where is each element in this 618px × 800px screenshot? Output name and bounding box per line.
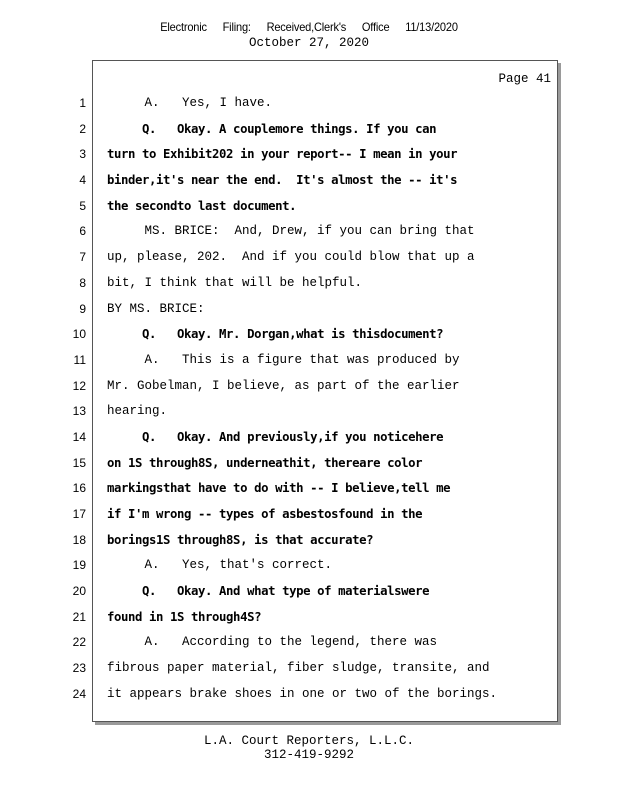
transcript-line: binder,it's near the end. It's almost the -- it's xyxy=(107,173,458,188)
transcript-line: bit, I think that will be helpful. xyxy=(107,275,363,290)
line-number: 9 xyxy=(79,301,86,316)
line-number: 11 xyxy=(73,352,86,367)
line-number: 13 xyxy=(72,404,86,419)
line-number: 14 xyxy=(72,429,86,444)
transcript-line: if I'm wrong -- types of asbestosfound in the xyxy=(107,507,423,521)
line-number: 22 xyxy=(72,635,86,650)
line-number: 15 xyxy=(72,455,86,470)
transcript-line: Q. Okay. And previously,if you noticehere xyxy=(107,429,444,444)
transcript-line: BY MS. BRICE: xyxy=(107,301,205,316)
line-number: 6 xyxy=(79,224,86,239)
transcript-line: it appears brake shoes in one or two of the borings. xyxy=(107,686,498,701)
line-number-column xyxy=(0,95,86,712)
stamp-part: Filing: xyxy=(222,20,251,34)
line-number: 5 xyxy=(79,198,86,213)
line-number: 18 xyxy=(72,532,86,547)
transcript-line: on 1S through8S, underneathit, thereare color xyxy=(107,455,423,470)
transcript-line: found in 1S through4S? xyxy=(107,609,262,624)
line-number: 24 xyxy=(72,686,86,701)
line-number: 7 xyxy=(79,250,86,265)
transcript-line: up, please, 202. And if you could blow that up a xyxy=(107,250,475,265)
transcript-line: A. According to the legend, there was xyxy=(107,635,438,650)
line-number: 8 xyxy=(79,275,86,290)
line-number: 20 xyxy=(72,584,86,599)
transcript-date: October 27, 2020 xyxy=(248,36,370,50)
transcript-line: Q. Okay. Mr. Dorgan,what is thisdocument? xyxy=(107,327,444,342)
transcript-line: Q. Okay. And what type of materialswere xyxy=(107,584,430,599)
page-number: Page 41 xyxy=(498,72,551,86)
line-number: 17 xyxy=(72,507,86,521)
transcript-line: turn to Exhibit202 in your report-- I mean in your xyxy=(107,147,458,162)
footer-reporter-name: L.A. Court Reporters, L.L.C. xyxy=(203,734,415,748)
line-number: 12 xyxy=(72,378,86,393)
stamp-part: 11/13/2020 xyxy=(405,20,458,34)
line-number: 19 xyxy=(72,558,86,573)
stamp-part: Received,Clerk's xyxy=(266,20,347,34)
stamp-part: Electronic xyxy=(160,20,207,34)
line-number: 21 xyxy=(72,609,86,624)
transcript-line: Mr. Gobelman, I believe, as part of the earlier xyxy=(107,378,460,393)
line-number: 3 xyxy=(79,147,86,162)
line-number: 10 xyxy=(72,327,86,342)
transcript-line: A. Yes, I have. xyxy=(107,96,273,110)
transcript-line: MS. BRICE: And, Drew, if you can bring that xyxy=(107,224,475,239)
transcript-line: hearing. xyxy=(107,404,168,419)
transcript-line: markingsthat have to do with -- I believe,tell me xyxy=(107,481,451,496)
transcript-line: fibrous paper material, fiber sludge, transite, and xyxy=(107,661,490,676)
footer-phone: 312-419-9292 xyxy=(263,748,354,762)
transcript-line: A. Yes, that's correct. xyxy=(107,558,333,573)
stamp-part: Office xyxy=(361,20,390,34)
line-number: 16 xyxy=(72,481,86,496)
transcript-line: the secondto last document. xyxy=(107,198,297,213)
transcript-line: Q. Okay. A couplemore things. If you can xyxy=(107,121,437,136)
transcript-line: borings1S through8S, is that accurate? xyxy=(107,532,374,547)
transcript-text xyxy=(107,95,547,712)
line-number: 1 xyxy=(79,96,86,110)
electronic-filing-stamp xyxy=(25,20,594,34)
line-number: 23 xyxy=(72,661,86,676)
line-number: 2 xyxy=(79,121,86,136)
transcript-line: A. This is a figure that was produced by xyxy=(107,352,460,367)
line-number: 4 xyxy=(79,173,86,188)
